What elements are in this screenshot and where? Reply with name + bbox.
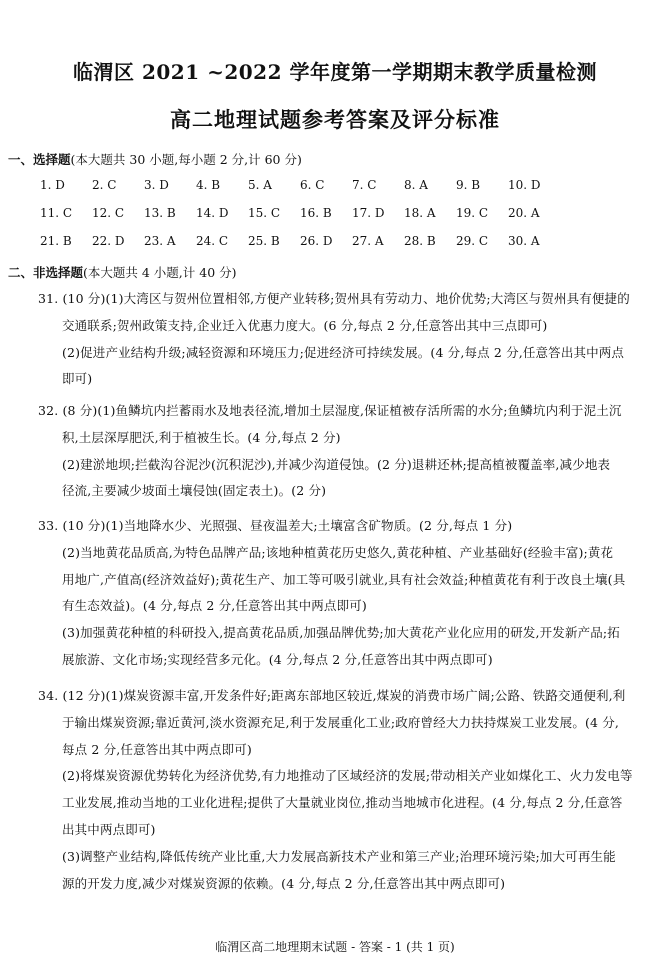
answer-item: 15. C	[248, 206, 281, 220]
answer-item: 13. B	[144, 206, 176, 220]
answer-item: 3. D	[144, 178, 169, 192]
answer-item: 7. C	[352, 178, 377, 192]
exam-title: 临渭区 2021 ~2022 学年度第一学期期末教学质量检测	[73, 60, 597, 84]
answer-line: (2)促进产业结构升级;减轻资源和环境压力;促进经济可持续发展。(4 分,每点 2 分,任意答出其中两点	[62, 344, 625, 360]
answer-line: 即可)	[62, 371, 93, 387]
answer-row-1	[40, 178, 640, 196]
answer-item: 11. C	[40, 206, 73, 220]
answer-item: 19. C	[456, 206, 489, 220]
answer-item: 18. A	[404, 206, 436, 220]
answer-line: (3)加强黄花种植的科研投入,提高黄花品质,加强品牌优势;加大黄花产业化应用的研发,开发新产品;拓	[62, 625, 620, 641]
section2-title: 二、非选择题	[8, 265, 84, 280]
answer-line: 每点 2 分,任意答出其中两点即可)	[62, 741, 252, 757]
answer-item: 12. C	[92, 206, 125, 220]
answer-line: 交通联系;贺州政策支持,企业迁入优惠力度大。(6 分,每点 2 分,任意答出其中三点即可)	[62, 317, 548, 333]
answer-item: 9. B	[456, 178, 481, 192]
answer-item: 27. A	[352, 234, 384, 248]
answer-item: 2. C	[92, 178, 117, 192]
answer-line: (2)建淤地坝;拦截沟谷泥沙(沉积泥沙),并减少沟道侵蚀。(2 分)退耕还林;提高植被覆盖率,减少地表	[62, 456, 611, 472]
answer-item: 24. C	[196, 234, 229, 248]
question-34	[38, 683, 633, 897]
question-31	[38, 286, 630, 393]
answer-line: 径流,主要减少坡面土壤侵蚀(固定表土)。(2 分)	[62, 483, 327, 499]
section1-title: 一、选择题	[8, 152, 71, 167]
question-32	[38, 398, 622, 505]
answer-item: 22. D	[92, 234, 125, 248]
section1-note: (本大题共 30 小题,每小题 2 分,计 60 分)	[70, 152, 302, 167]
answer-item: 4. B	[196, 178, 221, 192]
answer-item: 21. B	[40, 234, 72, 248]
answer-item: 1. D	[40, 178, 65, 192]
section2-note: (本大题共 4 小题,计 40 分)	[83, 265, 237, 280]
answer-item: 14. D	[196, 206, 229, 220]
answer-line: 33. (10 分)(1)当地降水少、光照强、昼夜温差大;土壤富含矿物质。(2 分,每点 1 分)	[38, 518, 513, 533]
answer-line: 32. (8 分)(1)鱼鳞坑内拦蓄雨水及地表径流,增加土层湿度,保证植被存活所需的水分;鱼鳞坑内利于泥土沉	[38, 403, 622, 418]
answer-item: 26. D	[300, 234, 333, 248]
answer-line: (2)将煤炭资源优势转化为经济优势,有力地推动了区域经济的发展;带动相关产业如煤化工、火力发电等	[62, 768, 633, 784]
answer-row-3	[40, 234, 640, 252]
answer-line: 34. (12 分)(1)煤炭资源丰富,开发条件好;距离东部地区较近,煤炭的消费市场广阔;公路、铁路交通便利,利	[38, 688, 626, 703]
answer-item: 10. D	[508, 178, 541, 192]
answer-item: 29. C	[456, 234, 489, 248]
answer-line: (2)当地黄花品质高,为特色品牌产品;该地种植黄花历史悠久,黄花种植、产业基础好(经验丰富);黄花	[62, 544, 614, 560]
answer-item: 17. D	[352, 206, 385, 220]
answer-item: 8. A	[404, 178, 428, 192]
answer-row-2	[40, 206, 640, 224]
answer-line: 展旅游、文化市场;实现经营多元化。(4 分,每点 2 分,任意答出其中两点即可)	[62, 651, 493, 667]
answer-item: 23. A	[144, 234, 176, 248]
answer-line: 有生态效益)。(4 分,每点 2 分,任意答出其中两点即可)	[62, 598, 367, 614]
answer-item: 16. B	[300, 206, 332, 220]
answer-item: 30. A	[508, 234, 540, 248]
answer-line: 积,土层深厚肥沃,利于植被生长。(4 分,每点 2 分)	[62, 429, 341, 445]
question-33	[38, 513, 625, 674]
answer-line: 用地广,产值高(经济效益好);黄花生产、加工等可吸引就业,具有社会效益;种植黄花有利于改良土壤(具	[62, 571, 626, 587]
answer-item: 5. A	[248, 178, 272, 192]
answer-item: 25. B	[248, 234, 280, 248]
section1-heading	[8, 150, 302, 168]
answer-line: 出其中两点即可)	[62, 821, 156, 837]
page-footer: 临渭区高二地理期末试题 - 答案 - 1 (共 1 页)	[215, 940, 455, 954]
answer-item: 20. A	[508, 206, 540, 220]
answer-item: 6. C	[300, 178, 325, 192]
answer-line: 源的开发力度,减少对煤炭资源的依赖。(4 分,每点 2 分,任意答出其中两点即可)	[62, 875, 506, 891]
answer-key-title: 高二地理试题参考答案及评分标准	[170, 107, 500, 132]
answer-line: 31. (10 分)(1)大湾区与贺州位置相邻,方便产业转移;贺州具有劳动力、地价优势;大湾区与贺州具有便捷的	[38, 291, 630, 306]
answer-line: 工业发展,推动当地的工业化进程;提供了大量就业岗位,推动当地城市化进程。(4 分,每点 2 分,任意答	[62, 795, 623, 811]
answer-line: 于输出煤炭资源;靠近黄河,淡水资源充足,利于发展重化工业;政府曾经大力扶持煤炭工业发展。(4 分,	[62, 714, 619, 730]
section2-heading	[8, 263, 237, 281]
answer-line: (3)调整产业结构,降低传统产业比重,大力发展高新技术产业和第三产业;治理环境污染;加大可再生能	[62, 848, 616, 864]
answer-item: 28. B	[404, 234, 436, 248]
